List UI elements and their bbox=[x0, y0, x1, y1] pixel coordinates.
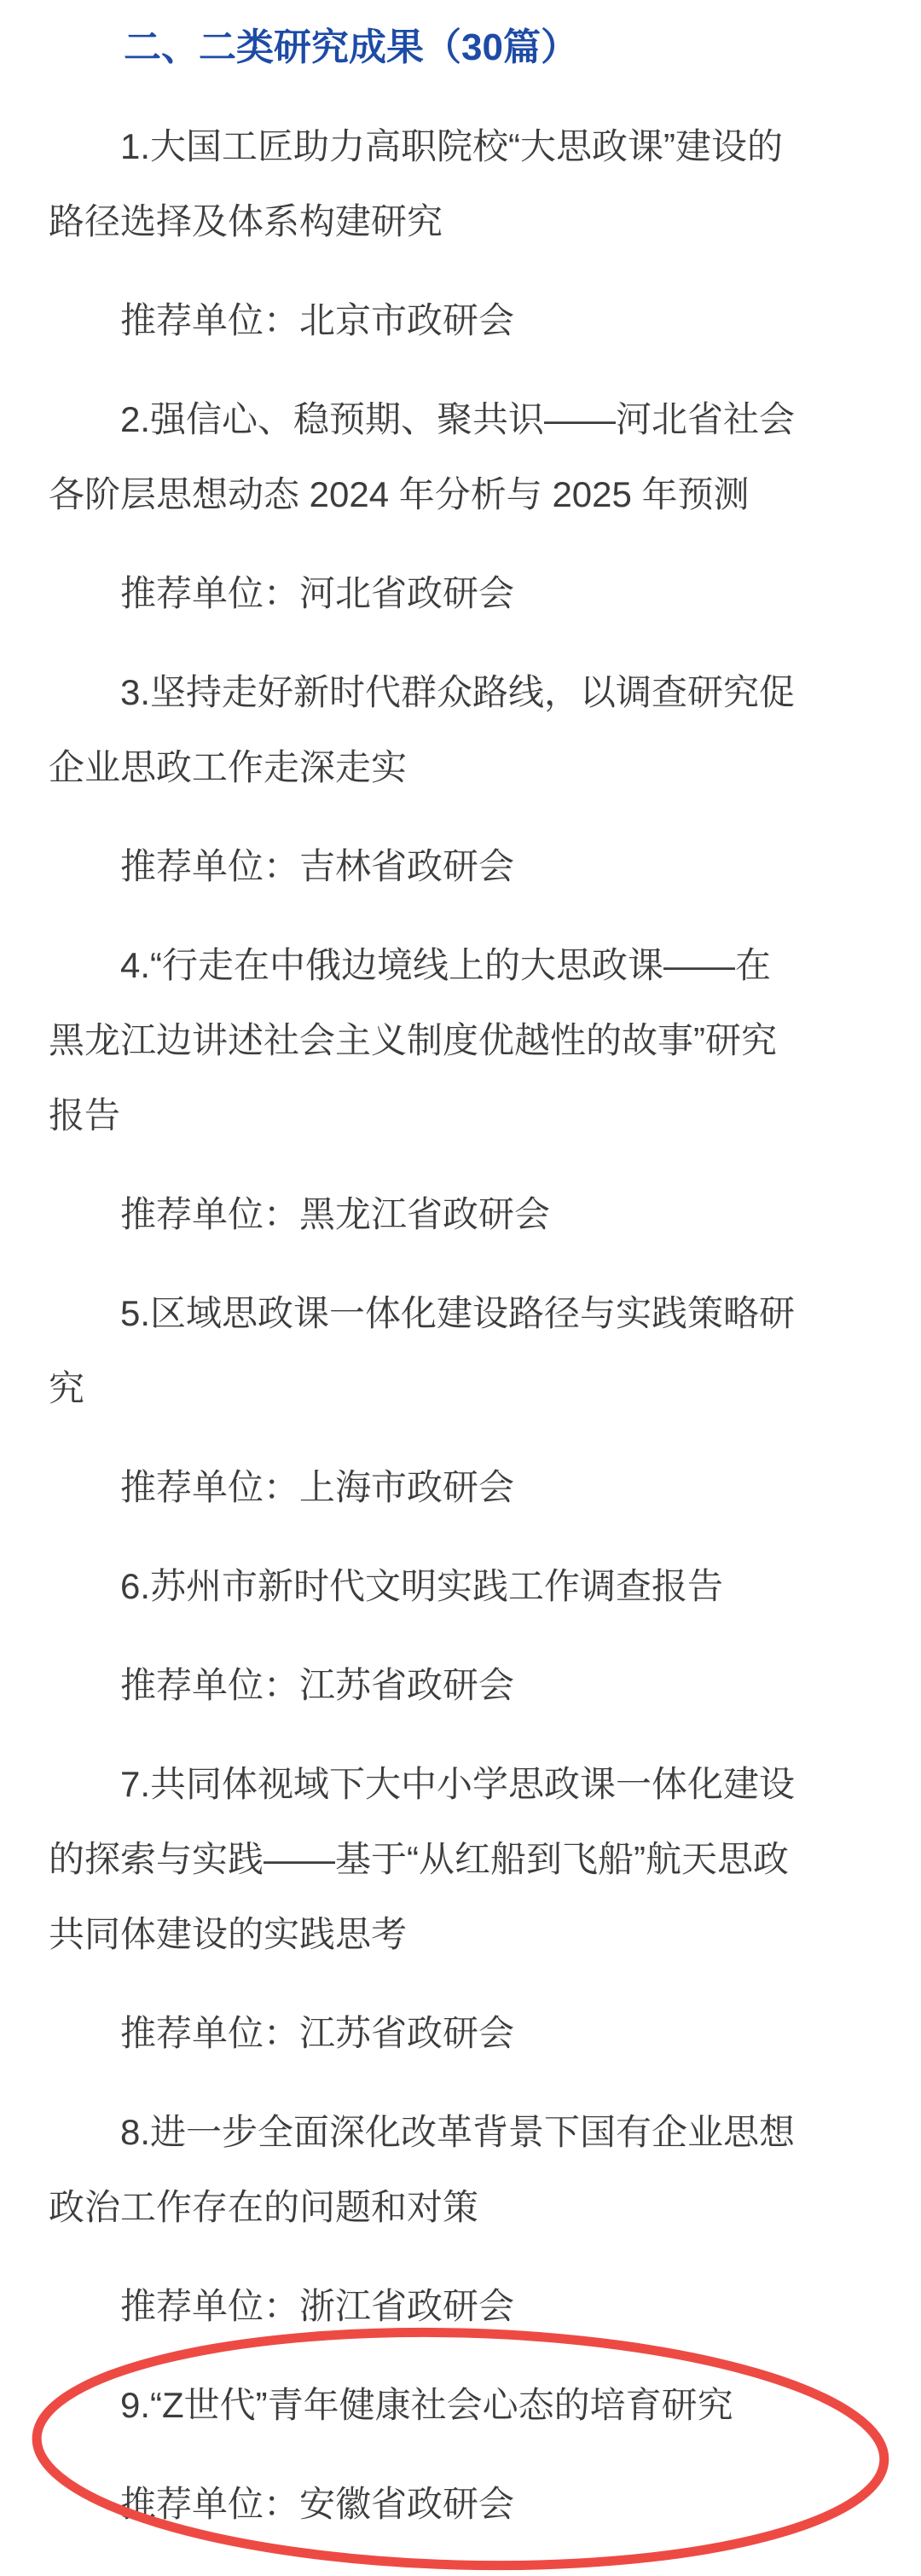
item-title bbox=[49, 382, 870, 532]
research-item-5 bbox=[49, 1276, 870, 1525]
item-title bbox=[49, 1276, 870, 1426]
research-item-2 bbox=[49, 382, 870, 631]
recommending-unit: 推荐单位：黑龙江省政研会 bbox=[120, 1194, 551, 1234]
title-line: 究 bbox=[49, 1368, 85, 1408]
title-line: 各阶层思想动态 2024 年分析与 2025 年预测 bbox=[49, 474, 750, 514]
research-item-1 bbox=[49, 109, 870, 358]
title-line: 路径选择及体系构建研究 bbox=[49, 201, 443, 241]
item-title bbox=[49, 928, 870, 1153]
recommending-unit: 推荐单位：河北省政研会 bbox=[120, 573, 515, 613]
item-title bbox=[49, 2368, 870, 2443]
title-line: 6.苏州市新时代文明实践工作调查报告 bbox=[120, 1566, 724, 1606]
section-heading: 二、二类研究成果（30篇） bbox=[124, 26, 578, 68]
title-line: 9.“Z世代”青年健康社会心态的培育研究 bbox=[120, 2385, 733, 2425]
title-line: 企业思政工作走深走实 bbox=[49, 747, 408, 787]
recommending-unit: 推荐单位：吉林省政研会 bbox=[120, 846, 515, 886]
research-item-7 bbox=[49, 1747, 870, 2071]
research-item-3 bbox=[49, 655, 870, 904]
research-item-8 bbox=[49, 2095, 870, 2344]
title-line: 3.坚持走好新时代群众路线，以调查研究促 bbox=[120, 672, 796, 712]
recommending-unit: 推荐单位：安徽省政研会 bbox=[120, 2484, 515, 2524]
title-line: 7.共同体视域下大中小学思政课一体化建设 bbox=[120, 1764, 796, 1804]
recommending-unit: 推荐单位：浙江省政研会 bbox=[120, 2286, 515, 2326]
research-item-9 bbox=[49, 2368, 870, 2542]
recommending-unit: 推荐单位：江苏省政研会 bbox=[120, 2013, 515, 2053]
recommending-unit: 推荐单位：上海市政研会 bbox=[120, 1467, 515, 1507]
title-line: 5.区域思政课一体化建设路径与实践策略研 bbox=[120, 1293, 796, 1333]
item-title bbox=[49, 1747, 870, 1972]
title-line: 政治工作存在的问题和对策 bbox=[49, 2187, 479, 2227]
recommending-unit: 推荐单位：江苏省政研会 bbox=[120, 1665, 515, 1705]
title-line: 的探索与实践——基于“从红船到飞船”航天思政 bbox=[49, 1839, 789, 1879]
item-title bbox=[49, 1549, 870, 1624]
item-title bbox=[49, 109, 870, 259]
title-line: 4.“行走在中俄边境线上的大思政课——在 bbox=[120, 945, 772, 985]
item-title bbox=[49, 655, 870, 805]
item-title bbox=[49, 2095, 870, 2245]
recommending-unit: 推荐单位：北京市政研会 bbox=[120, 300, 515, 340]
research-item-6 bbox=[49, 1549, 870, 1723]
title-line: 共同体建设的实践思考 bbox=[49, 1914, 408, 1954]
title-line: 1.大国工匠助力高职院校“大思政课”建设的 bbox=[120, 126, 784, 166]
title-line: 2.强信心、稳预期、聚共识——河北省社会 bbox=[120, 399, 796, 439]
title-line: 黑龙江边讲述社会主义制度优越性的故事”研究 bbox=[49, 1020, 777, 1060]
title-line: 8.进一步全面深化改革背景下国有企业思想 bbox=[120, 2112, 796, 2152]
title-line: 报告 bbox=[49, 1095, 121, 1135]
research-item-4 bbox=[49, 928, 870, 1252]
